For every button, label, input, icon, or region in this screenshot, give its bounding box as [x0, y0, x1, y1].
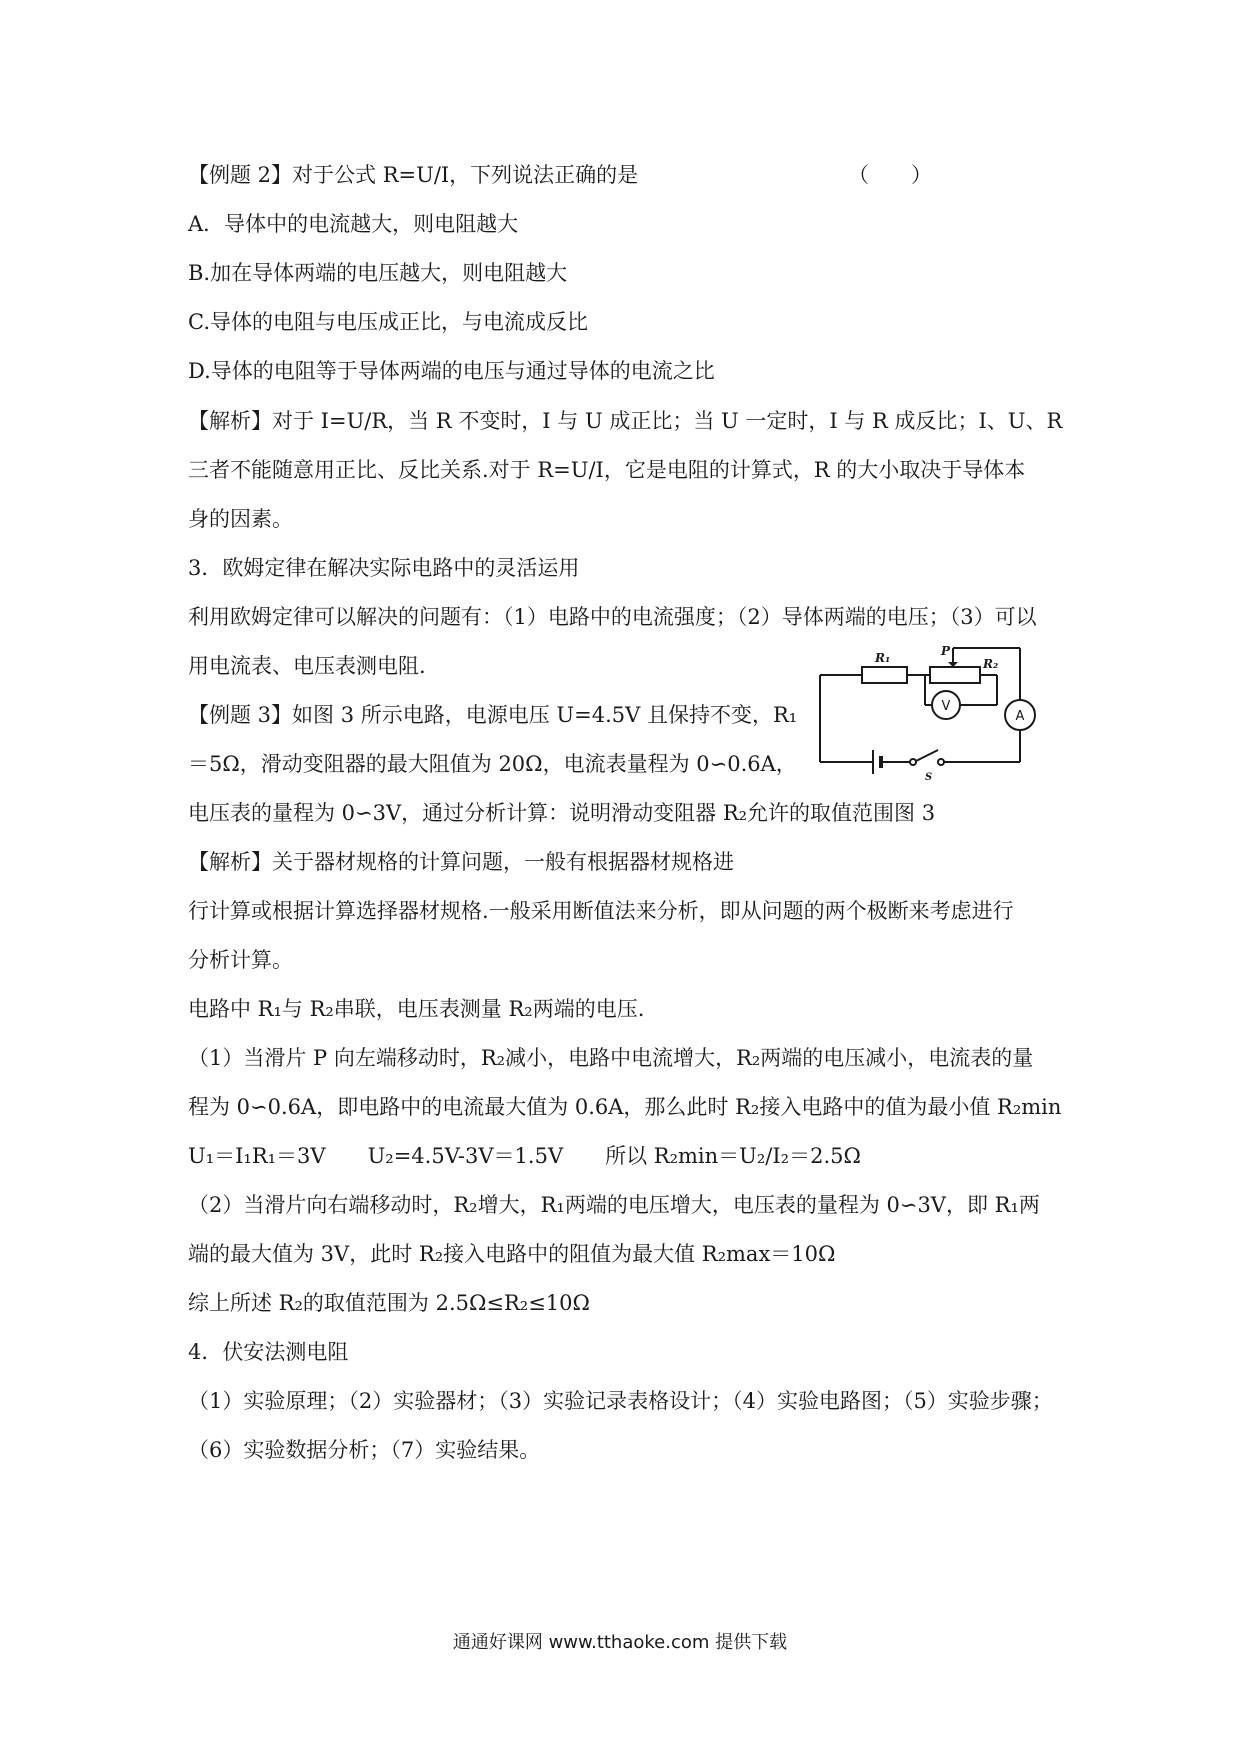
- example3-analysis-line: 端的最大值为 3V，此时 R₂接入电路中的阻值为最大值 R₂max＝10Ω: [188, 1242, 836, 1266]
- example2-analysis-line: 三者不能随意用正比、反比关系.对于 R=U/I，它是电阻的计算式，R 的大小取决于导体本: [188, 458, 1026, 482]
- example3-conclusion: 综上所述 R₂的取值范围为 2.5Ω≤R₂≤10Ω: [188, 1291, 590, 1315]
- r2-label: R₂: [983, 657, 999, 671]
- example2-analysis-line: 【解析】对于 I=U/R，当 R 不变时，I 与 U 成正比；当 U 一定时，I 与 R 成反比；I、U、R: [188, 409, 1063, 433]
- resistor-r1: [862, 667, 907, 683]
- example2-analysis-line: 身的因素。: [188, 507, 293, 531]
- section4-heading: 4．伏安法测电阻: [188, 1340, 349, 1364]
- section3-intro-line: 利用欧姆定律可以解决的问题有：（1）电路中的电流强度；（2）导体两端的电压；（3）可以: [188, 605, 1037, 629]
- example3-analysis-line: 电路中 R₁与 R₂串联，电压表测量 R₂两端的电压.: [188, 997, 645, 1021]
- option-a: A．导体中的电流越大，则电阻越大: [188, 212, 519, 236]
- switch-contact: [938, 759, 944, 765]
- section3-intro-line: 用电流表、电压表测电阻.: [188, 654, 426, 678]
- example3-stem-line: 【例题 3】如图 3 所示电路，电源电压 U=4.5V 且保持不变，R₁: [188, 703, 798, 727]
- r1-label: R₁: [875, 651, 891, 665]
- switch-label: S: [925, 772, 933, 780]
- switch-blade: [916, 750, 938, 761]
- page-footer: 通通好课网 www.tthaoke.com 提供下载: [452, 1632, 788, 1653]
- option-d: D.导体的电阻等于导体两端的电压与通过导体的电流之比: [188, 359, 715, 383]
- switch-contact: [910, 759, 916, 765]
- answer-bracket: （ ）: [848, 163, 932, 187]
- example3-analysis-line: （2）当滑片向右端移动时，R₂增大，R₁两端的电压增大，电压表的量程为 0∽3V，即 R₁两: [188, 1193, 1040, 1217]
- section4-items-line: （1）实验原理；（2）实验器材；（3）实验记录表格设计；（4）实验电路图；（5）实验步骤；: [188, 1389, 1053, 1413]
- example3-analysis-line: （1）当滑片 P 向左端移动时，R₂减小，电路中电流增大，R₂两端的电压减小，电流表的量: [188, 1046, 1034, 1070]
- voltmeter-label: V: [941, 699, 951, 714]
- example3-analysis-line: U₁＝I₁R₁＝3V U₂=4.5V-3V＝1.5V 所以 R₂min＝U₂/I₂＝2.5Ω: [188, 1144, 861, 1168]
- example3-stem-line: 电压表的量程为 0∽3V，通过分析计算：说明滑动变阻器 R₂允许的取值范围图 3: [188, 801, 936, 825]
- slider-label: P: [941, 644, 951, 658]
- section3-heading: 3．欧姆定律在解决实际电路中的灵活运用: [188, 556, 580, 580]
- rheostat-r2: [930, 667, 980, 683]
- option-b: B.加在导体两端的电压越大，则电阻越大: [188, 261, 568, 285]
- example3-analysis-line: 行计算或根据计算选择器材规格.一般采用断值法来分析，即从问题的两个极断来考虑进行: [188, 899, 1014, 923]
- example2-stem: 【例题 2】对于公式 R=U/I，下列说法正确的是: [188, 163, 639, 187]
- example3-analysis-line: 分析计算。: [188, 948, 293, 972]
- circuit-diagram: [815, 640, 1040, 780]
- example3-analysis-line: 程为 0∽0.6A，即电路中的电流最大值为 0.6A，那么此时 R₂接入电路中的值为最小值 R₂min: [188, 1095, 1062, 1119]
- option-c: C.导体的电阻与电压成正比，与电流成反比: [188, 310, 588, 334]
- example3-analysis-line: 【解析】关于器材规格的计算问题，一般有根据器材规格进: [188, 850, 734, 874]
- section4-items-line: （6）实验数据分析；（7）实验结果。: [188, 1438, 541, 1462]
- example3-stem-line: ＝5Ω，滑动变阻器的最大阻值为 20Ω，电流表量程为 0∽0.6A，: [188, 752, 797, 776]
- ammeter-label: A: [1015, 709, 1025, 724]
